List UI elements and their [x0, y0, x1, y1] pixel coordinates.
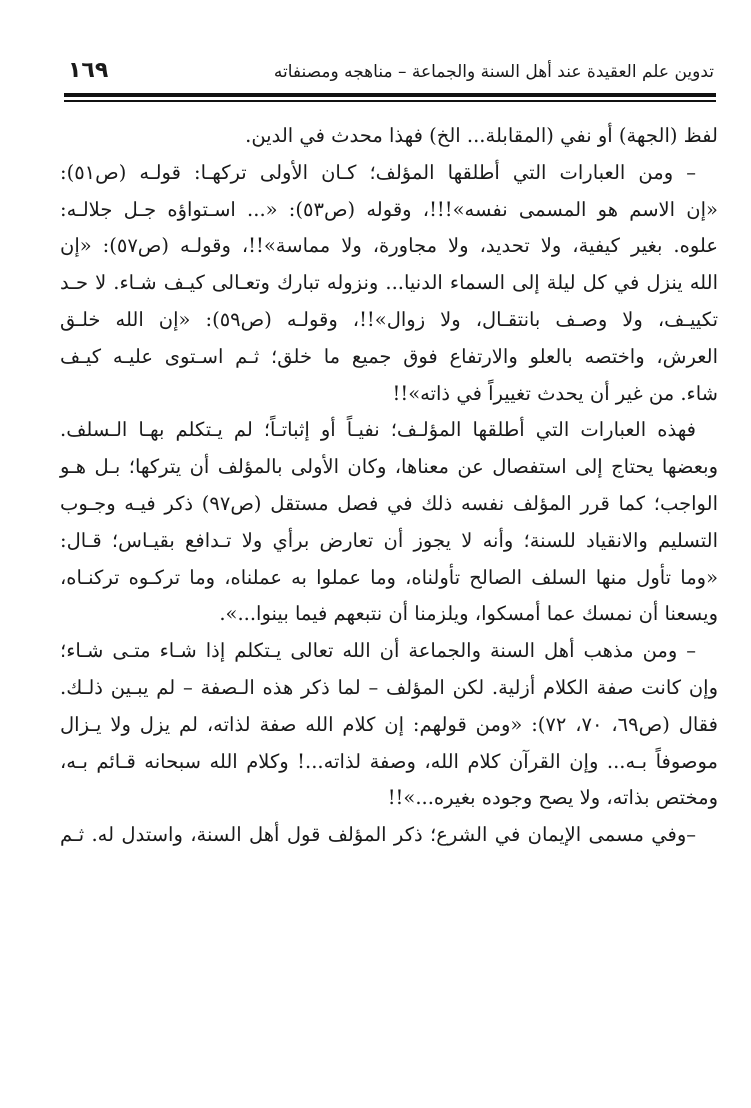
page-number: ١٦٩ [68, 58, 109, 83]
text-line: العرش، واختصه بالعلو والارتفاع فوق جميع ما خلق؛ ثـم اسـتوى عليـه كيـف [60, 344, 718, 368]
running-title: تدوين علم العقيدة عند أهل السنة والجماعة – مناهجه ومصنفاته [273, 62, 714, 82]
header-rule-thin [64, 100, 716, 102]
text-line: موصوفاً بـه... وإن القرآن كلام الله، وصفة لذاته...! وكلام الله سبحانه قـائم بـه، [60, 749, 718, 773]
text-line: «وما تأول منها السلف الصالح تأولناه، وما عملوا به عملناه، وما تركـوه تركنـاه، [60, 565, 718, 589]
body-text [60, 118, 718, 854]
page-header [68, 58, 714, 90]
text-line: لفظ (الجهة) أو نفي (المقابلة... الخ) فهذا محدث في الدين. [245, 124, 718, 147]
text-line: الله ينزل في كل ليلة إلى السماء الدنيا... ونزوله تبارك وتعـالى كيـف شـاء. لا حـد [60, 271, 718, 295]
text-line: تكييـف، ولا وصـف بانتقـال، ولا زوال»!!، وقولـه (ص٥٩): «إن الله خلـق [60, 307, 719, 331]
text-line: وبعضها يحتاج إلى استفصال عن معناها، وكان الأولى بالمؤلف أن يتركها؛ بـل هـو [60, 455, 718, 479]
text-line: – ومن مذهب أهل السنة والجماعة أن الله تعالى يـتكلم إذا شـاء متـى شـاء؛ [60, 639, 696, 663]
text-line: –وفي مسمى الإيمان في الشرع؛ ذكر المؤلف قول أهل السنة، واستدل له. ثـم [60, 823, 696, 847]
text-line: فهذه العبارات التي أطلقها المؤلـف؛ نفيـاً أو إثباتـاً؛ لم يـتكلم بهـا الـسلف. [60, 418, 696, 442]
text-line: «إن الاسم هو المسمى نفسه»!!!، وقوله (ص٥٣): «... اسـتواؤه جـل جلالـه: [60, 197, 718, 221]
header-rule-thick [64, 93, 716, 97]
text-line: شاء. من غير أن يحدث تغييراً في ذاته»!! [392, 381, 718, 405]
text-line: علوه. بغير كيفية، ولا تحديد، ولا مجاورة، ولا مماسة»!!، وقولـه (ص٥٧): «إن [60, 234, 718, 258]
text-line: فقال (ص٦٩، ٧٠، ٧٢): «ومن قولهم: إن كلام الله صفة لذاته، لم يزل ولا يـزال [60, 712, 718, 736]
text-line: – ومن العبارات التي أطلقها المؤلف؛ كـان الأولى تركهـا: قولـه (ص٥١): [60, 160, 696, 184]
text-line: الواجب؛ كما قرر المؤلف نفسه ذلك في فصل مستقل (ص٩٧) ذكر فيـه وجـوب [60, 491, 718, 515]
text-line: وإن كانت صفة الكلام أزلية. لكن المؤلف – لما ذكر هذه الـصفة – لم يبـين ذلـك. [60, 675, 718, 699]
text-line: التسليم والانقياد للسنة؛ وأنه لا يجوز أن تعارض برأي ولا تـدافع بقيـاس؛ قـال: [60, 528, 718, 552]
text-line: ومختص بذاته، ولا يصح وجوده بغيره...»!! [387, 786, 718, 810]
text-line: ويسعنا أن نمسك عما أمسكوا، ويلزمنا أن نتبعهم فيما بينوا...». [219, 602, 718, 626]
